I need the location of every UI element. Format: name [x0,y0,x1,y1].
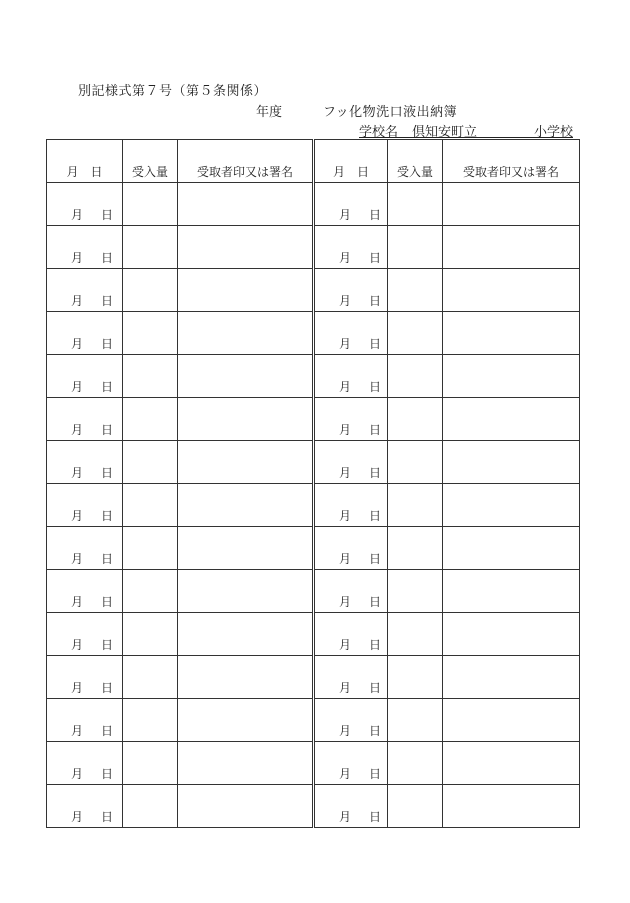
column-header-received-left: 受入量 [123,140,178,183]
date-cell-right[interactable] [314,269,388,312]
table-row [47,527,580,570]
received-amount-cell-right[interactable] [388,312,443,355]
date-cell-left[interactable] [47,355,123,398]
month-label: 月 [71,251,84,265]
table-row [47,269,580,312]
date-cell-left[interactable] [47,613,123,656]
day-label: 日 [101,423,114,437]
month-label: 月 [71,638,84,652]
table-row [47,183,580,226]
signature-cell-left[interactable] [178,183,314,226]
signature-cell-left[interactable] [178,226,314,269]
received-amount-cell-left[interactable] [123,355,178,398]
month-label: 月 [339,638,352,652]
signature-cell-right[interactable] [443,398,580,441]
month-label: 月 [339,337,352,351]
day-label: 日 [369,767,382,781]
column-header-signature-left: 受取者印又は署名 [178,140,314,183]
table-row [47,742,580,785]
month-label: 月 [339,724,352,738]
date-cell-right[interactable] [314,441,388,484]
signature-cell-right[interactable] [443,699,580,742]
school-suffix: 小学校 [533,125,573,140]
received-amount-cell-left[interactable] [123,398,178,441]
month-label: 月 [71,208,84,222]
date-cell-left[interactable] [47,398,123,441]
table-row [47,570,580,613]
day-label: 日 [369,595,382,609]
day-label: 日 [101,337,114,351]
received-amount-cell-left[interactable] [123,312,178,355]
signature-cell-right[interactable] [443,656,580,699]
received-amount-cell-left[interactable] [123,484,178,527]
table-row [47,226,580,269]
signature-cell-left[interactable] [178,269,314,312]
signature-cell-left[interactable] [178,613,314,656]
table-row [47,613,580,656]
day-label: 日 [369,638,382,652]
signature-cell-right[interactable] [443,742,580,785]
received-amount-cell-left[interactable] [123,527,178,570]
day-label: 日 [369,380,382,394]
received-amount-cell-right[interactable] [388,699,443,742]
date-cell-right[interactable] [314,484,388,527]
day-label: 日 [369,337,382,351]
month-label: 月 [339,380,352,394]
received-amount-cell-left[interactable] [123,269,178,312]
date-cell-left[interactable] [47,699,123,742]
signature-cell-left[interactable] [178,785,314,828]
year-label: 年度 [256,105,283,120]
received-amount-cell-right[interactable] [388,183,443,226]
date-cell-right[interactable] [314,398,388,441]
date-cell-right[interactable] [314,527,388,570]
month-label: 月 [71,466,84,480]
day-label: 日 [101,767,114,781]
month-label: 月 [339,251,352,265]
signature-cell-right[interactable] [443,785,580,828]
month-label: 月 [339,466,352,480]
day-label: 日 [101,251,114,265]
received-amount-cell-right[interactable] [388,742,443,785]
received-amount-cell-right[interactable] [388,441,443,484]
received-amount-cell-left[interactable] [123,226,178,269]
day-label: 日 [101,380,114,394]
signature-cell-left[interactable] [178,527,314,570]
received-amount-cell-left[interactable] [123,441,178,484]
day-label: 日 [369,294,382,308]
received-amount-cell-right[interactable] [388,269,443,312]
day-label: 日 [369,423,382,437]
signature-cell-left[interactable] [178,570,314,613]
form-reference: 別記様式第７号（第５条関係） [78,84,268,99]
date-cell-left[interactable] [47,527,123,570]
column-header-signature-right: 受取者印又は署名 [443,140,580,183]
school-name-line [359,121,573,138]
day-label: 日 [101,638,114,652]
day-label: 日 [101,509,114,523]
day-label: 日 [101,595,114,609]
date-cell-left[interactable] [47,785,123,828]
day-label: 日 [369,509,382,523]
signature-cell-right[interactable] [443,441,580,484]
day-label: 日 [369,724,382,738]
ledger-table [46,139,580,828]
month-label: 月 [339,595,352,609]
table-row [47,398,580,441]
column-header-date-left: 月 日 [47,140,123,183]
date-cell-right[interactable] [314,570,388,613]
signature-cell-right[interactable] [443,183,580,226]
received-amount-cell-right[interactable] [388,570,443,613]
ledger-body [47,183,580,828]
received-amount-cell-left[interactable] [123,613,178,656]
month-label: 月 [71,509,84,523]
received-amount-cell-right[interactable] [388,226,443,269]
date-cell-left[interactable] [47,441,123,484]
date-cell-left[interactable] [47,226,123,269]
day-label: 日 [369,208,382,222]
month-label: 月 [71,767,84,781]
column-header-received-right: 受入量 [388,140,443,183]
date-cell-left[interactable] [47,183,123,226]
day-label: 日 [369,466,382,480]
month-label: 月 [71,423,84,437]
table-row [47,656,580,699]
month-label: 月 [71,552,84,566]
month-label: 月 [339,810,352,824]
date-cell-right[interactable] [314,699,388,742]
day-label: 日 [369,810,382,824]
signature-cell-left[interactable] [178,355,314,398]
date-cell-right[interactable] [314,183,388,226]
received-amount-cell-left[interactable] [123,699,178,742]
signature-cell-left[interactable] [178,484,314,527]
signature-cell-left[interactable] [178,656,314,699]
received-amount-cell-left[interactable] [123,570,178,613]
month-label: 月 [339,681,352,695]
signature-cell-right[interactable] [443,613,580,656]
day-label: 日 [101,810,114,824]
signature-cell-right[interactable] [443,484,580,527]
date-cell-left[interactable] [47,269,123,312]
table-row [47,484,580,527]
month-label: 月 [71,380,84,394]
received-amount-cell-right[interactable] [388,656,443,699]
signature-cell-left[interactable] [178,312,314,355]
month-label: 月 [71,595,84,609]
date-cell-right[interactable] [314,785,388,828]
table-row [47,785,580,828]
date-cell-right[interactable] [314,226,388,269]
received-amount-cell-right[interactable] [388,613,443,656]
month-label: 月 [71,681,84,695]
day-label: 日 [101,724,114,738]
signature-cell-left[interactable] [178,699,314,742]
date-cell-left[interactable] [47,570,123,613]
signature-cell-right[interactable] [443,269,580,312]
day-label: 日 [369,251,382,265]
table-row [47,355,580,398]
table-header-row [47,140,580,183]
signature-cell-left[interactable] [178,398,314,441]
month-label: 月 [339,552,352,566]
received-amount-cell-left[interactable] [123,742,178,785]
date-cell-right[interactable] [314,742,388,785]
received-amount-cell-left[interactable] [123,656,178,699]
month-label: 月 [339,767,352,781]
column-header-date-right: 月 日 [314,140,388,183]
signature-cell-right[interactable] [443,226,580,269]
month-label: 月 [339,294,352,308]
date-cell-left[interactable] [47,742,123,785]
date-cell-left[interactable] [47,656,123,699]
received-amount-cell-right[interactable] [388,785,443,828]
date-cell-right[interactable] [314,656,388,699]
month-label: 月 [71,810,84,824]
table-row [47,441,580,484]
received-amount-cell-right[interactable] [388,355,443,398]
date-cell-left[interactable] [47,312,123,355]
month-label: 月 [339,208,352,222]
date-cell-left[interactable] [47,484,123,527]
signature-cell-right[interactable] [443,570,580,613]
signature-cell-right[interactable] [443,527,580,570]
signature-cell-right[interactable] [443,312,580,355]
signature-cell-right[interactable] [443,355,580,398]
document-title: フッ化物洗口液出納簿 [323,105,458,120]
day-label: 日 [101,681,114,695]
date-cell-right[interactable] [314,312,388,355]
month-label: 月 [71,724,84,738]
date-cell-right[interactable] [314,355,388,398]
date-cell-right[interactable] [314,613,388,656]
month-label: 月 [339,423,352,437]
received-amount-cell-right[interactable] [388,527,443,570]
day-label: 日 [369,681,382,695]
day-label: 日 [101,466,114,480]
received-amount-cell-left[interactable] [123,183,178,226]
signature-cell-left[interactable] [178,742,314,785]
month-label: 月 [71,337,84,351]
received-amount-cell-left[interactable] [123,785,178,828]
signature-cell-left[interactable] [178,441,314,484]
received-amount-cell-right[interactable] [388,484,443,527]
month-label: 月 [71,294,84,308]
day-label: 日 [101,208,114,222]
day-label: 日 [101,294,114,308]
table-row [47,312,580,355]
table-row [47,699,580,742]
received-amount-cell-right[interactable] [388,398,443,441]
school-label: 学校名 [359,125,399,140]
month-label: 月 [339,509,352,523]
school-town: 倶知安町立 [412,125,478,140]
day-label: 日 [369,552,382,566]
day-label: 日 [101,552,114,566]
